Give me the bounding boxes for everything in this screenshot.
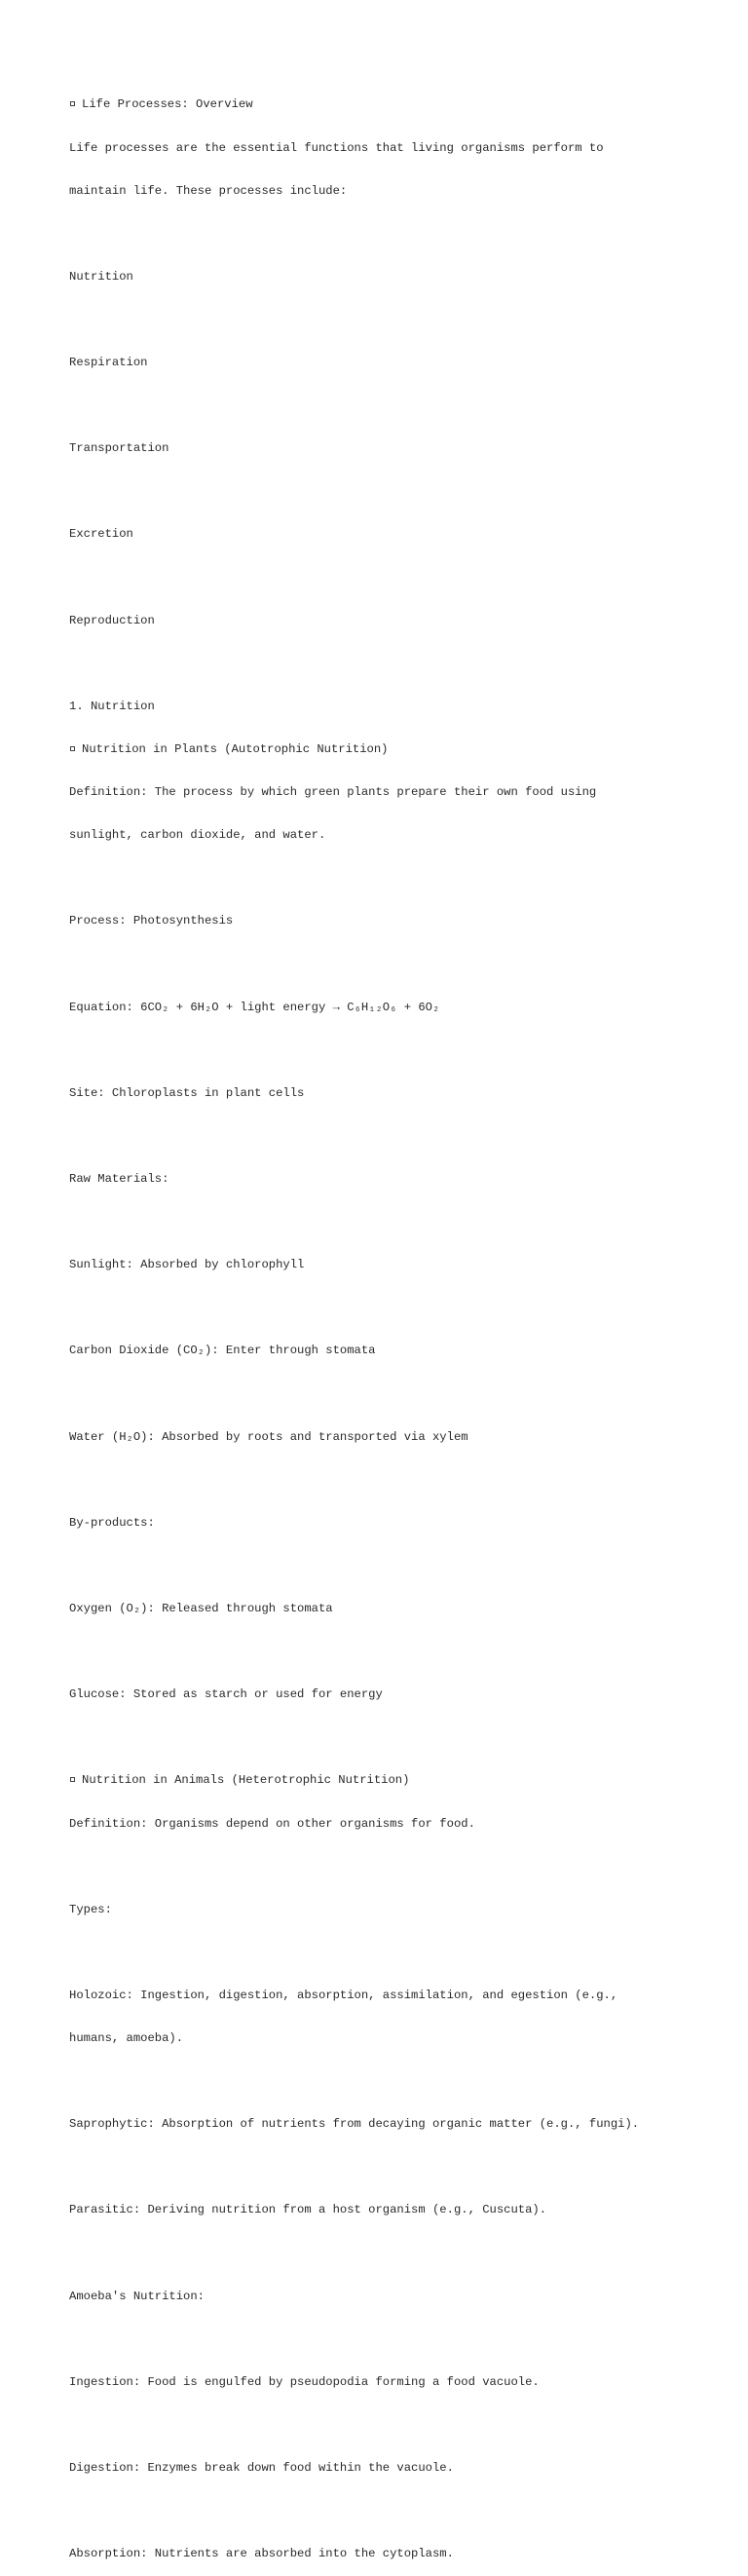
subheading-animals: Nutrition in Animals (Heterotrophic Nutrition)	[69, 1773, 712, 1788]
list-item: Carbon Dioxide (CO₂): Enter through stomata	[69, 1344, 376, 1358]
list-item: Absorption: Nutrients are absorbed into the cytoplasm.	[69, 2547, 454, 2561]
list-item: Water (H₂O): Absorbed by roots and transported via xylem	[69, 1429, 468, 1444]
text-line: Process: Photosynthesis	[69, 914, 234, 928]
subheading-plants: Nutrition in Plants (Autotrophic Nutrition)	[69, 742, 712, 757]
list-item: Parasitic: Deriving nutrition from a host organism (e.g., Cuscuta).	[69, 2203, 547, 2217]
blank-line	[69, 657, 712, 671]
bullet-box-icon	[70, 746, 75, 751]
text-line: Raw Materials:	[69, 1171, 169, 1186]
blank-line	[69, 398, 712, 413]
bullet-box-icon	[70, 101, 75, 106]
list-item-continued: humans, amoeba).	[69, 2031, 184, 2046]
text-line: Amoeba's Nutrition:	[69, 2289, 205, 2303]
blank-line	[69, 2418, 712, 2433]
blank-line	[69, 1043, 712, 1058]
blank-line	[69, 1645, 712, 1659]
blank-line	[69, 1730, 712, 1745]
document-body	[69, 69, 712, 2576]
blank-line	[69, 1215, 712, 1230]
list-item: Sunlight: Absorbed by chlorophyll	[69, 1258, 305, 1272]
text-line: Life processes are the essential functions that living organisms perform to	[69, 140, 604, 155]
blank-line	[69, 2332, 712, 2347]
text-line: Definition: Organisms depend on other organisms for food.	[69, 1816, 475, 1831]
blank-line	[69, 1946, 712, 1960]
blank-line	[69, 2074, 712, 2089]
section-heading-overview: Life Processes: Overview	[69, 97, 712, 112]
blank-line	[69, 2160, 712, 2175]
equation-line: Equation: 6CO₂ + 6H₂O + light energy → C₆H₁₂O₆ + 6O₂	[69, 1000, 440, 1014]
list-item: Transportation	[69, 441, 169, 456]
blank-line	[69, 313, 712, 327]
text-line: sunlight, carbon dioxide, and water.	[69, 828, 326, 843]
blank-line	[69, 2504, 712, 2519]
list-item: Reproduction	[69, 613, 155, 627]
blank-line	[69, 484, 712, 499]
blank-line	[69, 871, 712, 886]
blank-line	[69, 1860, 712, 1875]
blank-line	[69, 1473, 712, 1488]
blank-line	[69, 1301, 712, 1315]
list-item: Nutrition	[69, 269, 133, 284]
blank-line	[69, 1559, 712, 1573]
list-item: Respiration	[69, 356, 148, 370]
text-line: By-products:	[69, 1515, 155, 1530]
blank-line	[69, 1129, 712, 1144]
list-item: Holozoic: Ingestion, digestion, absorption, assimilation, and egestion (e.g.,	[69, 1988, 618, 2002]
text-line: Types:	[69, 1902, 112, 1916]
bullet-box-icon	[70, 1777, 75, 1782]
list-item: Ingestion: Food is engulfed by pseudopodia forming a food vacuole.	[69, 2374, 540, 2389]
section-heading-nutrition: 1. Nutrition	[69, 699, 155, 713]
text-line: maintain life. These processes include:	[69, 183, 348, 198]
text-line: Site: Chloroplasts in plant cells	[69, 1085, 305, 1100]
blank-line	[69, 227, 712, 242]
blank-line	[69, 571, 712, 586]
list-item: Glucose: Stored as starch or used for energy	[69, 1687, 383, 1702]
blank-line	[69, 957, 712, 971]
blank-line	[69, 1387, 712, 1402]
list-item: Excretion	[69, 527, 133, 542]
text-line: Definition: The process by which green plants prepare their own food using	[69, 785, 597, 800]
list-item: Saprophytic: Absorption of nutrients from decaying organic matter (e.g., fungi).	[69, 2117, 640, 2132]
list-item: Oxygen (O₂): Released through stomata	[69, 1602, 333, 1615]
list-item: Digestion: Enzymes break down food within the vacuole.	[69, 2461, 454, 2476]
blank-line	[69, 2247, 712, 2261]
